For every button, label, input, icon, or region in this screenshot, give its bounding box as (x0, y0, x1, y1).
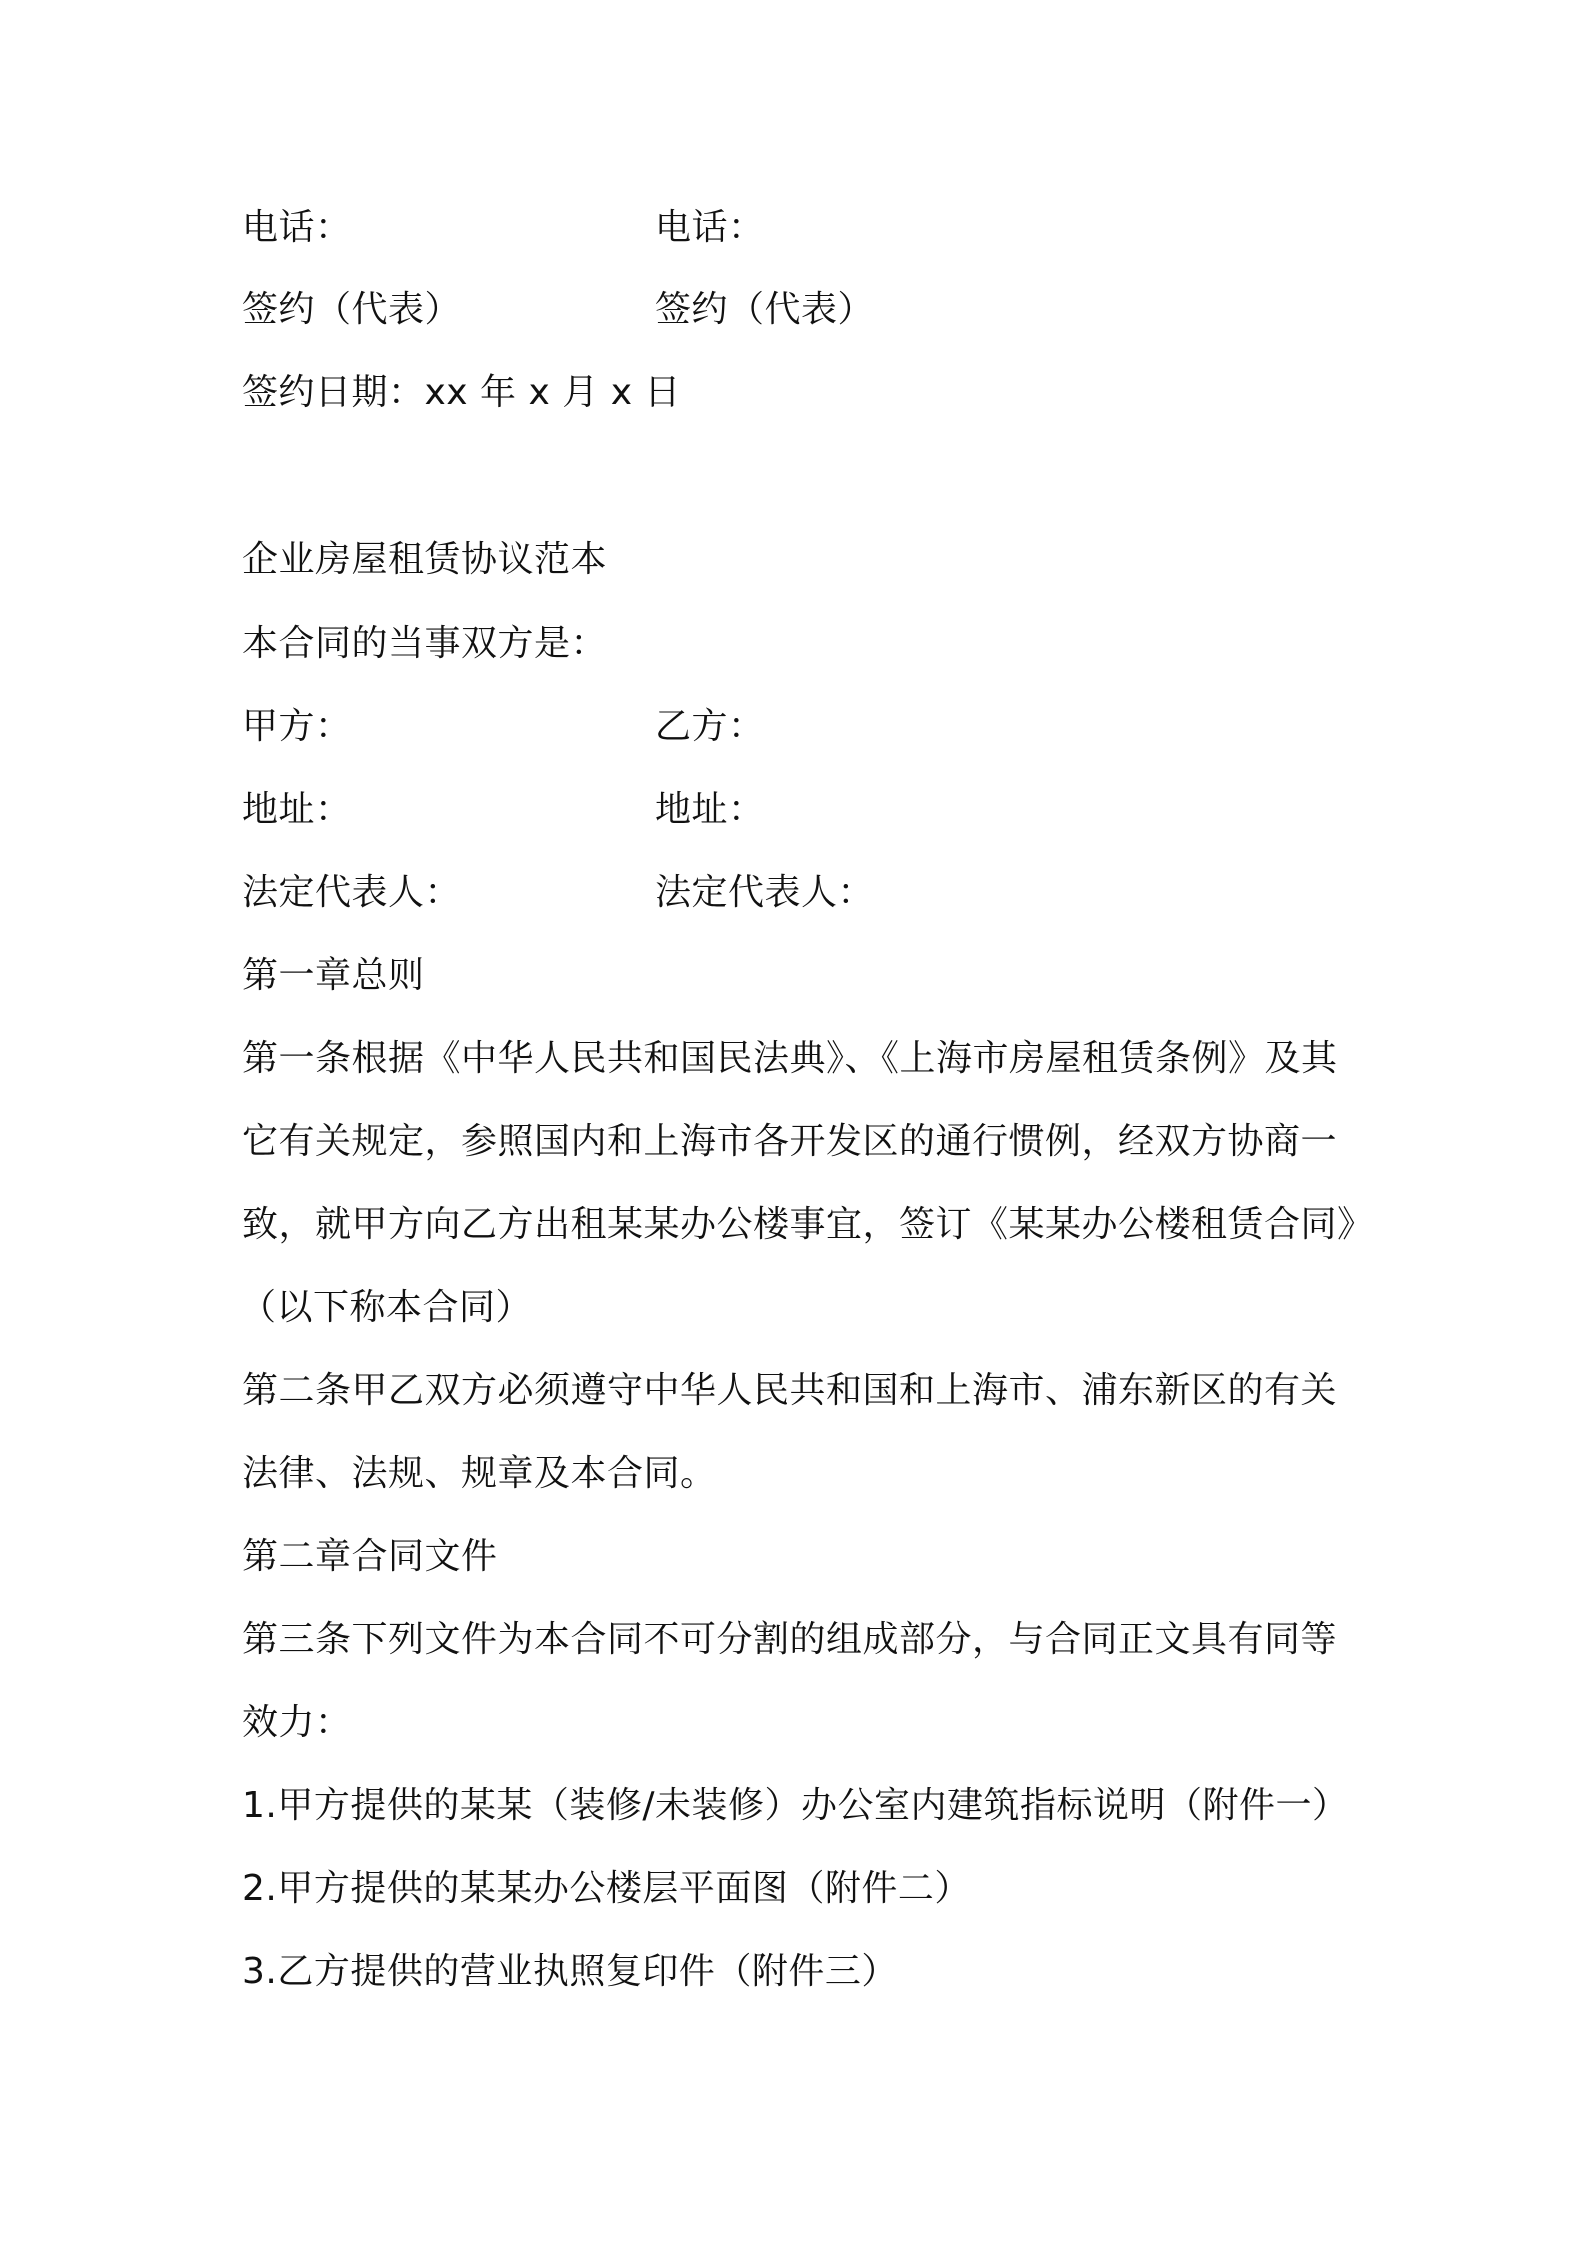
parties-intro: 本合同的当事双方是： (242, 623, 608, 664)
phone-label-party-a: 电话： (242, 207, 352, 248)
chapter-2-heading: 第二章合同文件 (242, 1536, 498, 1577)
attachment-item-3: 3.乙方提供的营业执照复印件（附件三） (242, 1951, 898, 1992)
attachment-item-1: 1.甲方提供的某某（装修/未装修）办公室内建筑指标说明（附件一） (242, 1785, 1349, 1826)
sign-date-line: 签约日期：xx 年 x 月 x 日 (242, 372, 681, 413)
address-label-party-b: 地址： (655, 789, 765, 830)
sign-label-party-b: 签约（代表） (655, 289, 875, 330)
article-2-line-2: 法律、法规、规章及本合同。 (242, 1453, 717, 1494)
sign-label-party-a: 签约（代表） (242, 289, 462, 330)
party-a-label: 甲方： (242, 706, 352, 747)
address-label-party-a: 地址： (242, 789, 352, 830)
legal-rep-label-party-a: 法定代表人： (242, 872, 462, 913)
legal-rep-label-party-b: 法定代表人： (655, 872, 875, 913)
article-1-line-4: （以下称本合同） (240, 1287, 533, 1328)
article-2-line-1: 第二条甲乙双方必须遵守中华人民共和国和上海市、浦东新区的有关 (242, 1370, 1338, 1411)
article-1-line-1: 第一条根据《中华人民共和国民法典》、《上海市房屋租赁条例》及其 (242, 1038, 1338, 1079)
chapter-1-heading: 第一章总则 (242, 955, 425, 996)
article-1-line-2: 它有关规定，参照国内和上海市各开发区的通行惯例，经双方协商一 (242, 1121, 1338, 1162)
attachment-item-2: 2.甲方提供的某某办公楼层平面图（附件二） (242, 1868, 971, 1909)
article-3-line-2: 效力： (242, 1702, 352, 1743)
phone-label-party-b: 电话： (655, 207, 765, 248)
contract-title: 企业房屋租赁协议范本 (242, 539, 608, 580)
article-3-line-1: 第三条下列文件为本合同不可分割的组成部分，与合同正文具有同等 (242, 1619, 1338, 1660)
article-1-line-3: 致，就甲方向乙方出租某某办公楼事宜，签订《某某办公楼租赁合同》 (242, 1204, 1374, 1245)
party-b-label: 乙方： (655, 706, 765, 747)
